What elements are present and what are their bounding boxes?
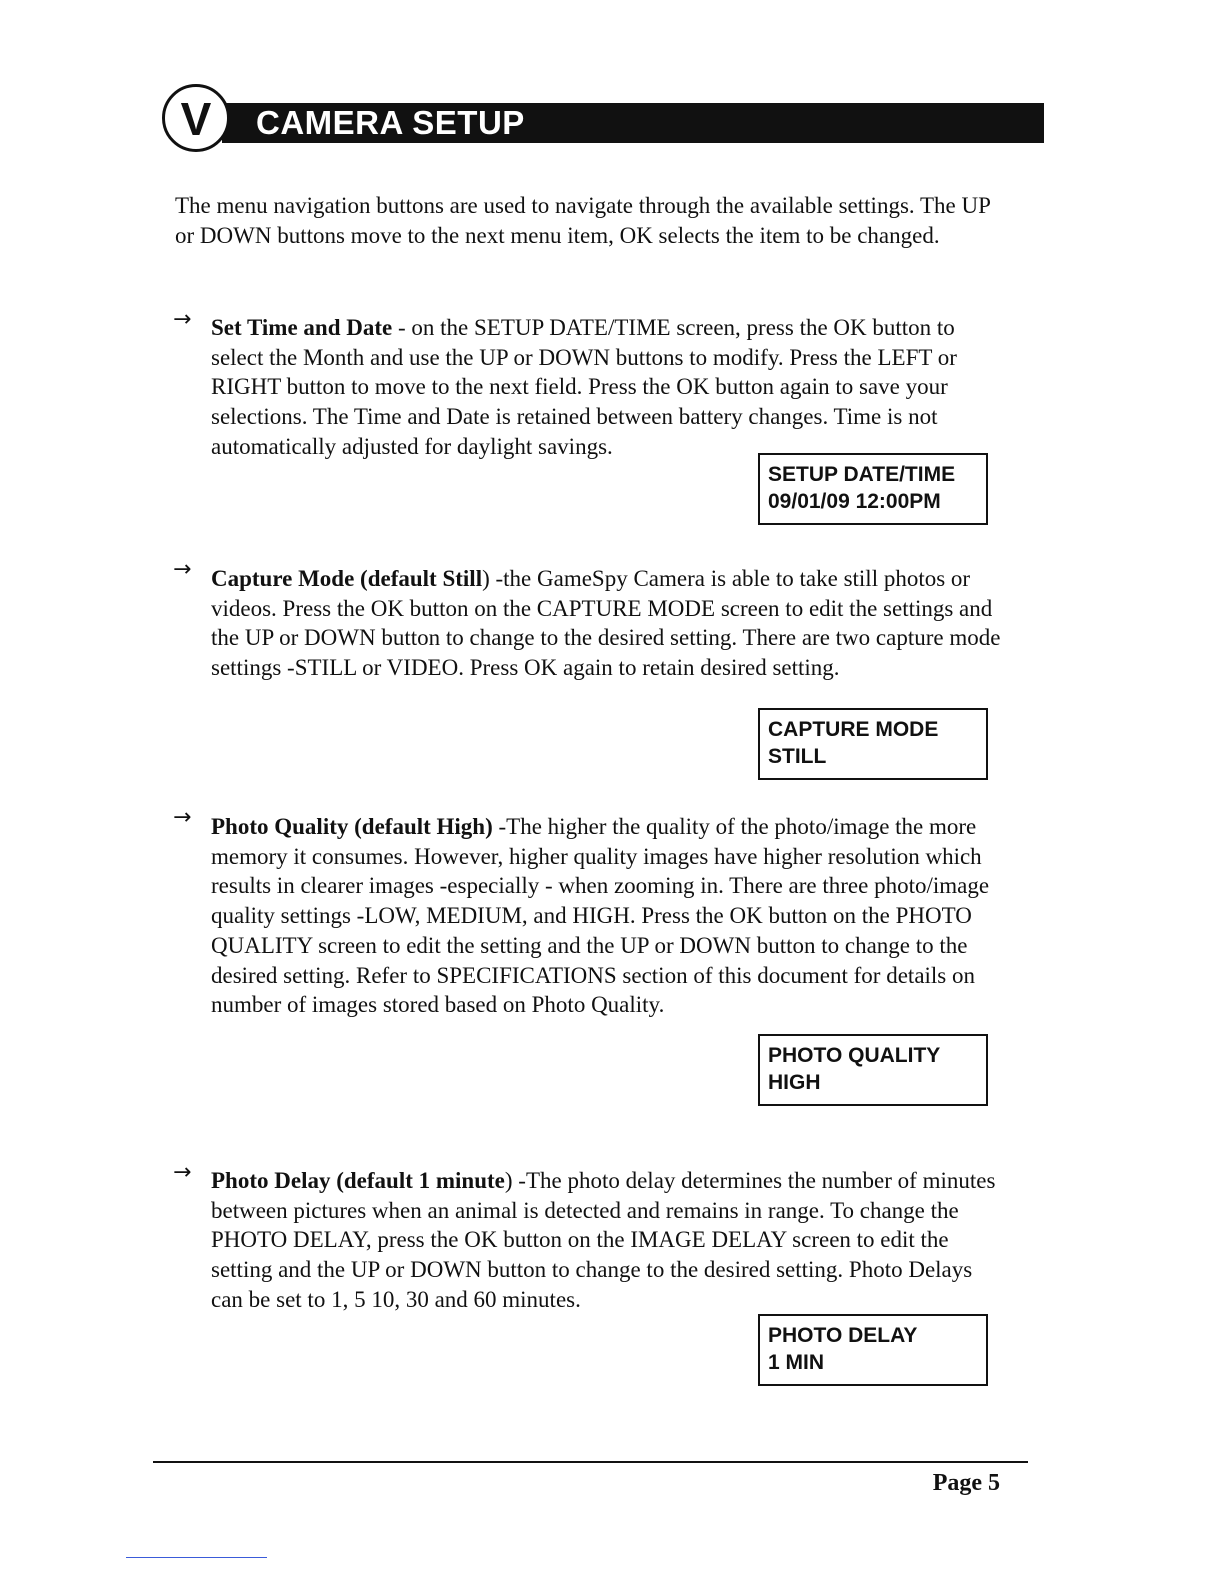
- section-numeral-badge: [162, 84, 230, 152]
- lcd-line-2: STILL: [768, 745, 827, 768]
- section-capture-mode: [211, 564, 1009, 683]
- page-number: Page 5: [932, 1470, 1000, 1496]
- section-numeral: V: [180, 93, 212, 145]
- section-body: - on the SETUP DATE/TIME screen, press the OK button to select the Month and use the UP or DOWN buttons to modify. Press the LEFT or RIGHT button to move to the next field. Press the OK button again to save your selections. The Time and Date is retained between battery changes. Time is not automatically adjusted for daylight savings.: [211, 315, 957, 459]
- section-photo-delay: [211, 1166, 1009, 1315]
- section-time-date: [211, 313, 1009, 462]
- bullet-arrow-icon: →: [173, 307, 192, 332]
- lcd-screen-date-time: [758, 453, 988, 525]
- bullet-arrow-icon: →: [173, 1160, 192, 1185]
- lcd-line-2: HIGH: [768, 1071, 821, 1094]
- lcd-line-1: CAPTURE MODE: [768, 718, 939, 741]
- section-heading: Set Time and Date: [211, 315, 393, 340]
- section-title: CAMERA SETUP: [256, 104, 525, 141]
- lcd-screen-photo-quality: [758, 1034, 988, 1106]
- bullet-arrow-icon: →: [173, 805, 192, 830]
- lcd-line-2: 09/01/09 12:00PM: [768, 490, 941, 513]
- lcd-screen-capture-mode: [758, 708, 988, 780]
- lcd-line-1: PHOTO QUALITY: [768, 1044, 941, 1067]
- footer-rule: [153, 1461, 1028, 1463]
- bullet-arrow-icon: →: [173, 557, 192, 582]
- margin-rule: [126, 1557, 267, 1558]
- lcd-line-1: SETUP DATE/TIME: [768, 463, 956, 486]
- section-heading: Capture Mode (default Still: [211, 566, 483, 591]
- lcd-screen-photo-delay: [758, 1314, 988, 1386]
- section-heading: Photo Delay (default 1 minute: [211, 1168, 505, 1193]
- section-photo-quality: [211, 812, 1009, 1020]
- section-body: ) -The photo delay determines the number of minutes between pictures when an animal is detected and remains in range. To change the PHOTO DELAY, press the OK button on the IMAGE DELAY screen to edit the setting and the UP or DOWN button to change to the desired setting. Photo Delays can be set to 1, 5 10, 30 and 60 minutes.: [211, 1168, 996, 1312]
- section-body: -The higher the quality of the photo/image the more memory it consumes. However, higher quality images have higher resolution which results in clearer images -especially - when zooming in. There are three photo/image quality settings -LOW, MEDIUM, and HIGH. Press the OK button on the PHOTO QUALITY screen to edit the setting and the UP or DOWN button to change to the desired setting. Refer to SPECIFICATIONS section of this document for details on number of images stored based on Photo Quality.: [211, 814, 990, 1018]
- intro-paragraph: The menu navigation buttons are used to navigate through the available settings. The UP or DOWN buttons move to the next menu item, OK selects the item to be changed.: [175, 193, 991, 248]
- lcd-line-2: 1 MIN: [768, 1351, 825, 1374]
- section-heading: Photo Quality (default High): [211, 814, 493, 839]
- lcd-line-1: PHOTO DELAY: [768, 1324, 918, 1347]
- section-body: ) -the GameSpy Camera is able to take still photos or videos. Press the OK button on the CAPTURE MODE screen to edit the settings and the UP or DOWN button to change to the desired setting. There are two capture mode settings -STILL or VIDEO. Press OK again to retain desired setting.: [211, 566, 1001, 681]
